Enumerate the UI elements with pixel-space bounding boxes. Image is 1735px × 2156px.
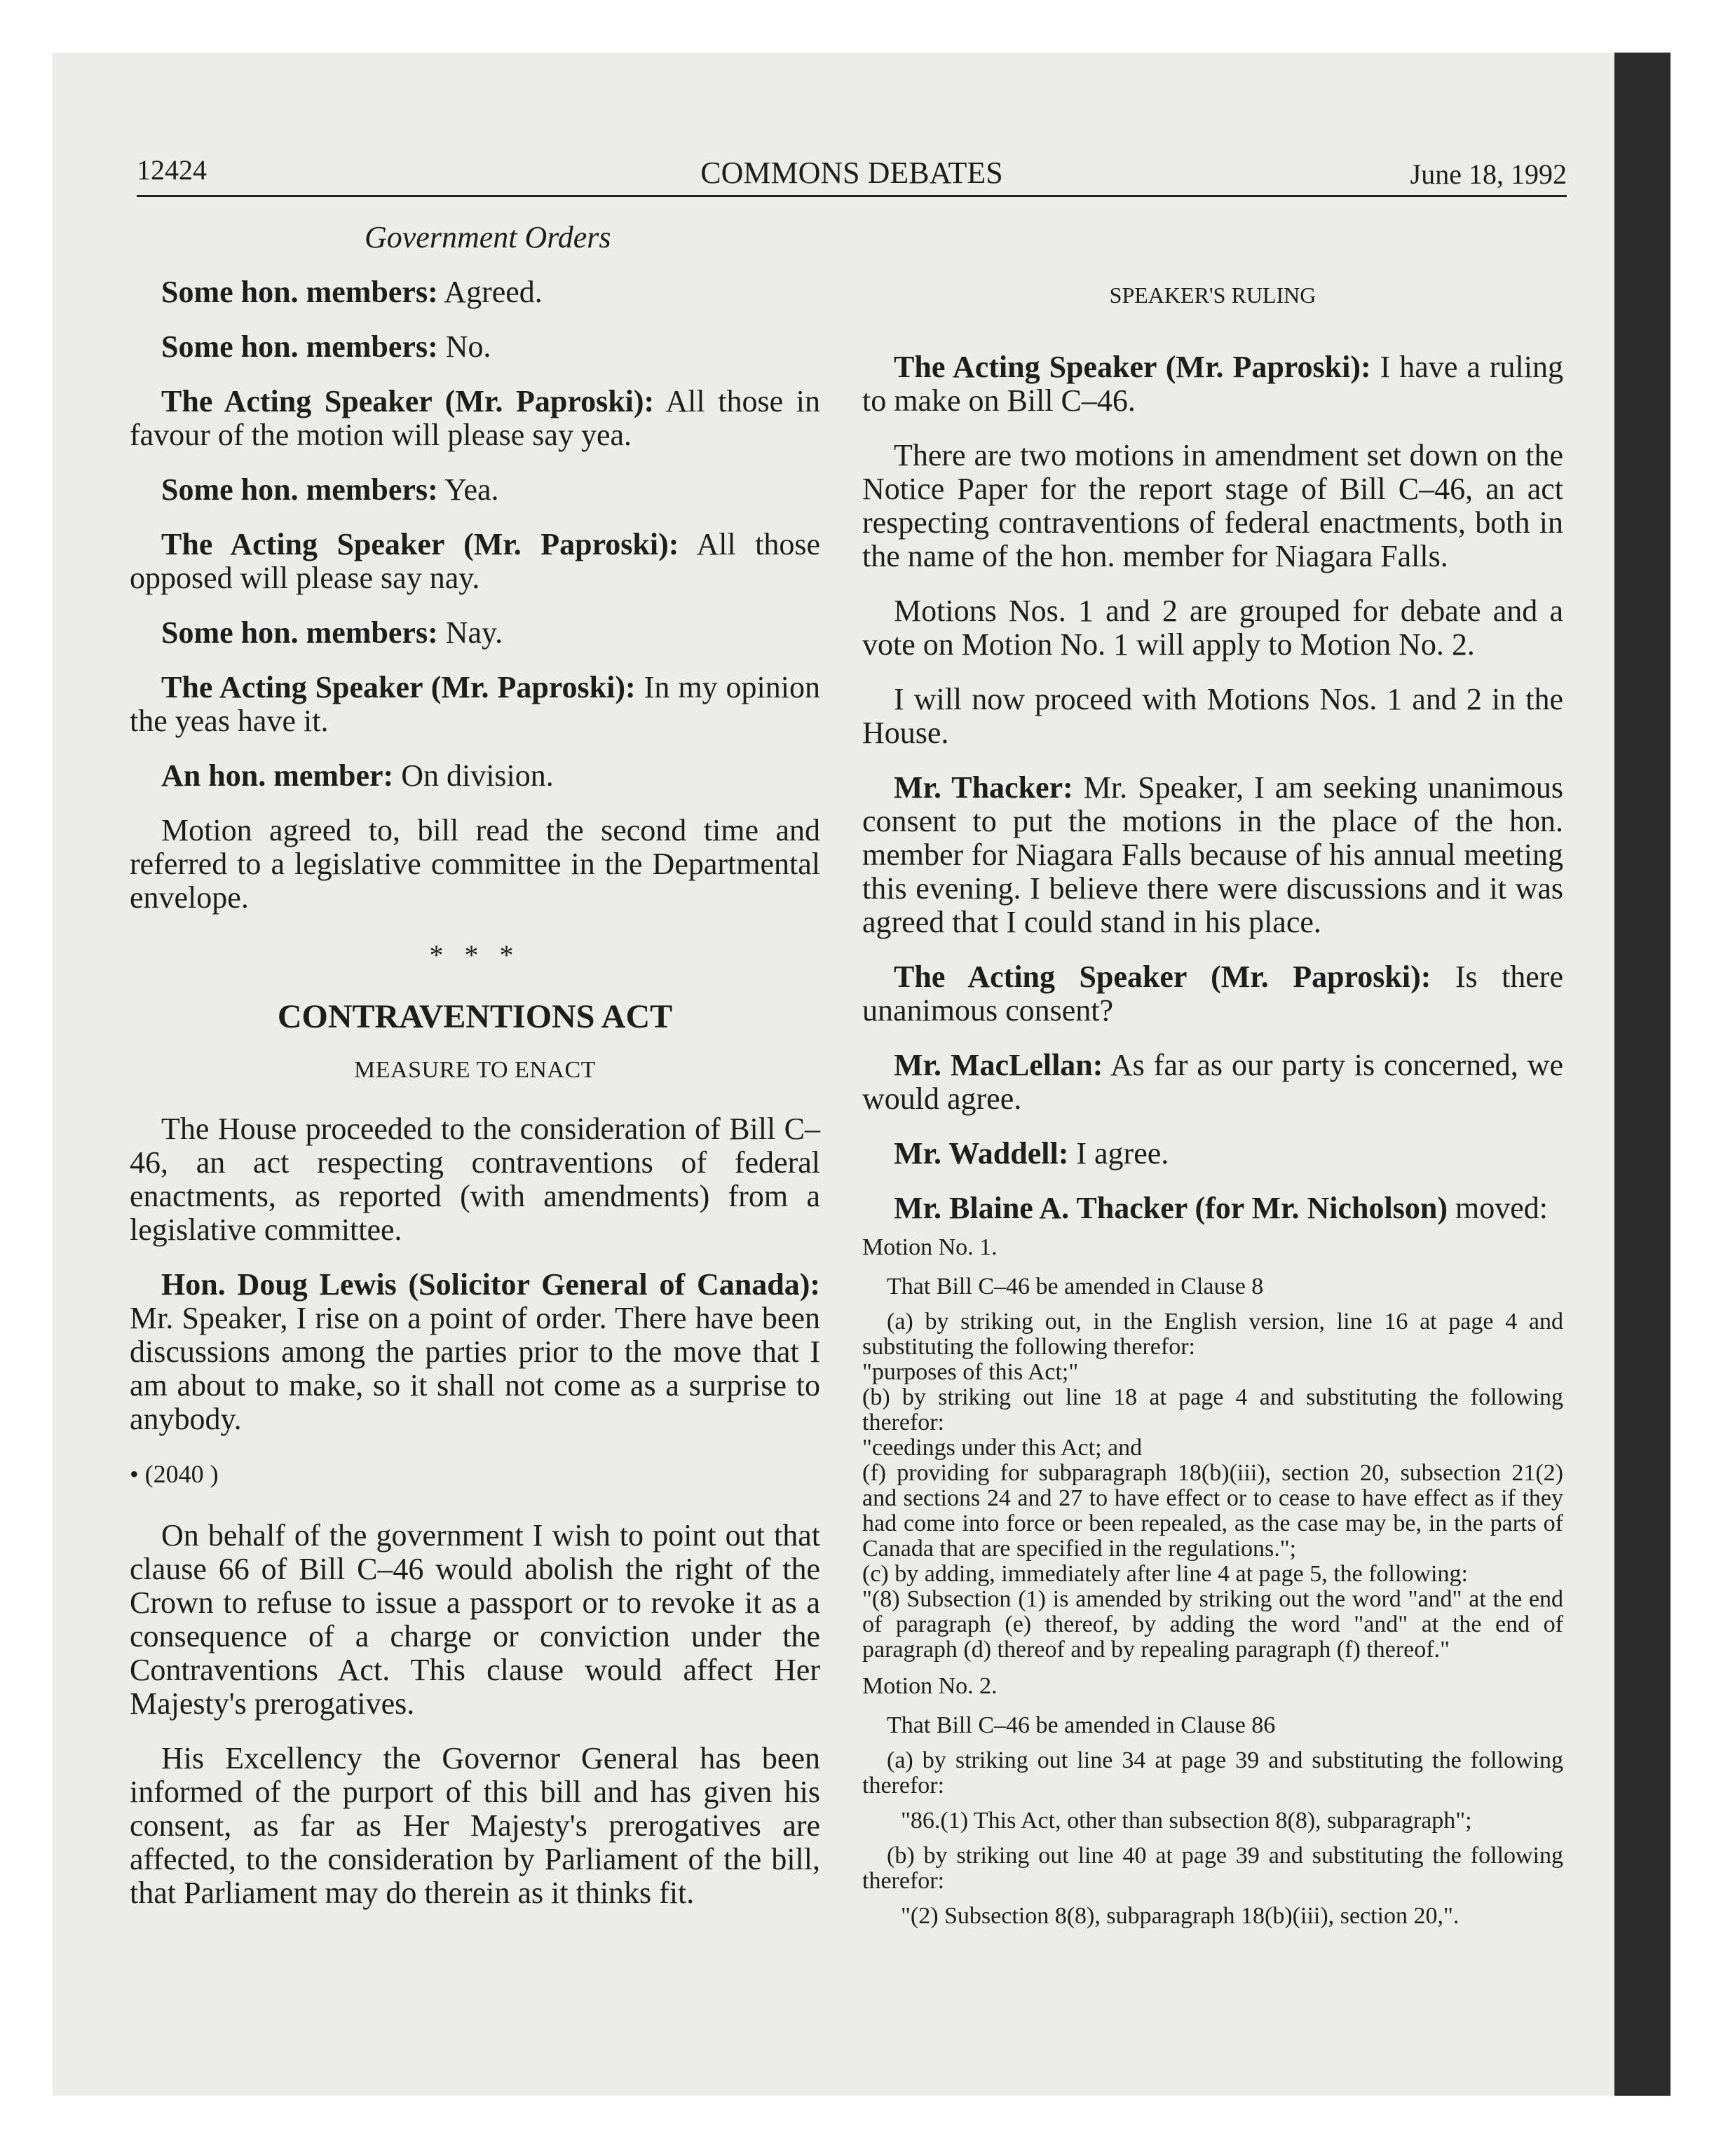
motion-text: (f) providing for subparagraph 18(b)(iii), section 20, subsection 21(2) and sections 24 and 27 to have effect or to cease to have effect as if they had come into force or been repealed, as the case may be, in the parts of Canada that are specified in the regulations."; (862, 1460, 1563, 1562)
speech-paragraph (130, 671, 820, 738)
speech-text: As far as our party is concerned, we would agree. (862, 1048, 1563, 1116)
speech-text: Yea. (437, 472, 499, 507)
speech-text: Mr. Speaker, I rise on a point of order. There have been discussions among the parties prior to the move that I am about to make, so it shall not come as a surprise to anybody. (130, 1301, 820, 1436)
motion-quote: "86.(1) This Act, other than subsection 8(8), subparagraph"; (901, 1808, 1472, 1834)
proceeding-paragraph: Motion agreed to, bill read the second time and referred to a legislative committee in the Departmental envelope. (130, 813, 820, 915)
speaker-name: The Acting Speaker (Mr. Paproski): (894, 960, 1431, 994)
speech-text: All those opposed will please say nay. (130, 527, 820, 595)
speech-text: No. (437, 329, 491, 364)
section-heading: Government Orders (365, 220, 611, 254)
speaker-name: The Acting Speaker (Mr. Paproski): (894, 350, 1371, 384)
speech-text: Is there unanimous consent? (862, 960, 1563, 1028)
speech-text: I have a ruling to make on Bill C–46. (862, 350, 1563, 418)
act-subtitle: MEASURE TO ENACT (354, 1057, 596, 1083)
speech-paragraph: On behalf of the government I wish to point out that clause 66 of Bill C–46 would abolish the right of the Crown to refuse to issue a passport or to revoke it as a consequence of a charge or conviction under the Contraventions Act. This clause would affect Her Majesty's prerogatives. (130, 1518, 820, 1721)
speech-paragraph (130, 759, 820, 793)
speaker-name: The Acting Speaker (Mr. Paproski): (161, 384, 655, 418)
speaker-name: The Acting Speaker (Mr. Paproski): (161, 670, 636, 704)
motion-text: (a) by striking out line 34 at page 39 and substituting the following therefor: (862, 1747, 1563, 1799)
motion-text: (a) by striking out, in the English version, line 16 at page 4 and substituting the following therefor: (862, 1309, 1563, 1360)
section-divider: * * * (429, 939, 521, 971)
right-column (862, 221, 1563, 1939)
speech-paragraph (862, 960, 1563, 1028)
speech-text: moved: (1447, 1191, 1548, 1225)
speaker-name: Some hon. members: (161, 472, 438, 507)
motion-heading: Motion No. 1. (862, 1234, 998, 1260)
motion-text: That Bill C–46 be amended in Clause 86 (887, 1712, 1276, 1738)
proceeding-paragraph: The House proceeded to the consideration of Bill C–46, an act respecting contraventions of federal enactments, as reported (with amendments) from a legislative committee. (130, 1112, 820, 1247)
speaker-name: Mr. Blaine A. Thacker (for Mr. Nicholson) (894, 1191, 1448, 1225)
timestamp: • (2040 ) (130, 1460, 219, 1488)
motion-text: (c) by adding, immediately after line 4 at page 5, the following: (862, 1561, 1468, 1587)
speaker-name: Mr. Thacker: (894, 770, 1073, 805)
page-header (137, 153, 1567, 197)
motion-heading: Motion No. 2. (862, 1673, 998, 1699)
speaker-name: Some hon. members: (161, 329, 438, 364)
left-column (130, 221, 820, 1931)
scan-edge-shadow (1614, 53, 1671, 2096)
act-title: CONTRAVENTIONS ACT (277, 998, 673, 1035)
page-number: 12424 (137, 154, 207, 186)
speech-text: Mr. Speaker, I am seeking unanimous consent to put the motions in the place of the hon. member for Niagara Falls because of his annual meeting this evening. I believe there were discussions and it was agreed that I could stand in his place. (862, 770, 1563, 939)
speech-paragraph (130, 275, 820, 309)
speech-paragraph: Motions Nos. 1 and 2 are grouped for debate and a vote on Motion No. 1 will apply to Motion No. 2. (862, 594, 1563, 662)
speech-paragraph (130, 330, 820, 364)
speaker-name: Mr. MacLellan: (894, 1048, 1103, 1082)
motion-quote: "purposes of this Act;" (862, 1359, 1079, 1385)
speech-paragraph: There are two motions in amendment set down on the Notice Paper for the report stage of Bill C–46, an act respecting contraventions of federal enactments, both in the name of the hon. member for Niagara Falls. (862, 438, 1563, 573)
speech-paragraph (862, 1137, 1563, 1171)
speech-text: On division. (393, 758, 554, 793)
speech-text: Nay. (437, 615, 503, 650)
speech-paragraph: His Excellency the Governor General has been informed of the purport of this bill and has given his consent, as far as Her Majesty's prerogatives are affected, to the consideration by Parliament of the bill, that Parliament may do therein as it thinks fit. (130, 1741, 820, 1910)
speech-paragraph (130, 473, 820, 507)
motion-text: (b) by striking out line 18 at page 4 and substituting the following therefor: (862, 1384, 1563, 1435)
speech-paragraph: I will now proceed with Motions Nos. 1 and 2 in the House. (862, 682, 1563, 750)
speech-paragraph (862, 1049, 1563, 1116)
motion-quote: "ceedings under this Act; and (862, 1435, 1143, 1461)
page-date: June 18, 1992 (1410, 158, 1567, 190)
speech-paragraph (862, 771, 1563, 939)
speech-paragraph (862, 1192, 1563, 1225)
publication-title: COMMONS DEBATES (700, 156, 1003, 190)
speaker-name: Some hon. members: (161, 615, 438, 650)
motion-text: That Bill C–46 be amended in Clause 8 (887, 1274, 1264, 1299)
speaker-name: An hon. member: (161, 758, 394, 793)
speech-text: In my opinion the yeas have it. (130, 670, 821, 738)
motion-text: (b) by striking out line 40 at page 39 and substituting the following therefor: (862, 1843, 1563, 1894)
speech-text: I agree. (1068, 1136, 1169, 1171)
speech-paragraph (130, 528, 820, 595)
speaker-name: Mr. Waddell: (894, 1136, 1069, 1171)
ruling-heading: SPEAKER'S RULING (1109, 282, 1316, 308)
speech-paragraph (130, 616, 820, 650)
speech-text: All those in favour of the motion will please say yea. (130, 384, 821, 452)
speech-paragraph (862, 350, 1563, 418)
speaker-name: Some hon. members: (161, 275, 438, 309)
motion-quote: "(8) Subsection (1) is amended by striking out the word "and" at the end of paragraph (e) thereof, by adding the word "and" at the end of paragraph (d) thereof and by repealing paragraph (f) thereof." (862, 1586, 1563, 1663)
speech-paragraph (130, 1268, 820, 1436)
speaker-name: The Acting Speaker (Mr. Paproski): (161, 527, 679, 561)
speech-paragraph (130, 385, 820, 452)
speaker-name: Hon. Doug Lewis (Solicitor General of Canada): (161, 1267, 820, 1302)
motion-quote: "(2) Subsection 8(8), subparagraph 18(b)(iii), section 20,". (901, 1903, 1460, 1929)
speech-text: Agreed. (437, 275, 543, 309)
